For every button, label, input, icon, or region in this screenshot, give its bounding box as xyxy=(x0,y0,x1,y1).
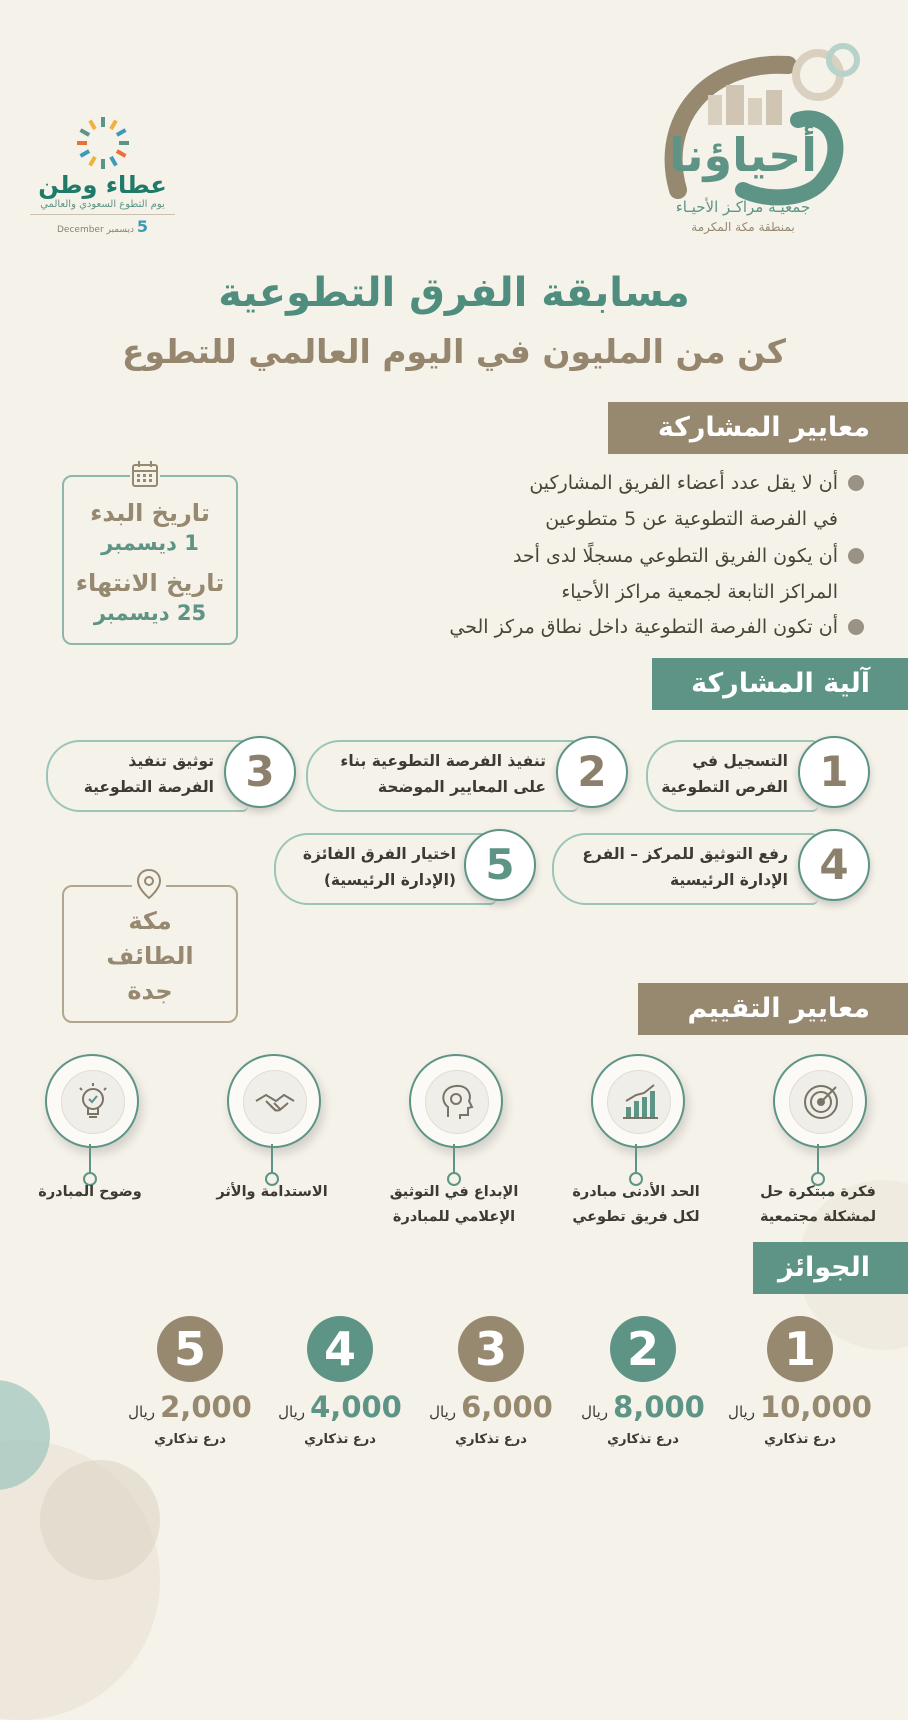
ata-watan-day: 5 xyxy=(136,217,148,236)
prize-1-currency: ريال xyxy=(728,1403,755,1421)
step-3-line-2: الفرصة التطوعية xyxy=(83,778,214,796)
prize-4-value: 4,000 xyxy=(310,1390,402,1424)
handshake-icon xyxy=(244,1071,306,1133)
evaluation-item-1-line-1: فكرة مبتكرة حل xyxy=(760,1184,876,1200)
evaluation-item-3-line-2: الإعلامي للمبادرة xyxy=(392,1209,516,1225)
ata-watan-logo xyxy=(30,115,175,245)
prize-3-certificate: درع تذكاري xyxy=(455,1432,527,1447)
location-pin-icon xyxy=(132,867,166,901)
prize-5-amount xyxy=(115,1390,265,1424)
ahyauna-emblem-icon xyxy=(648,40,868,210)
evaluation-item-3-text xyxy=(379,1180,529,1230)
step-5-line-1: اختيار الفرق الفائزة xyxy=(302,845,456,863)
step-3-line-1: توثيق تنفيذ xyxy=(128,752,214,770)
page-subtitle: كن من المليون في اليوم العالمي للتطوع xyxy=(122,332,786,371)
step-4-line-2: الإدارة الرئيسية xyxy=(669,871,788,889)
step-1-line-1: التسجيل في xyxy=(692,752,788,770)
evaluation-item-5-circle xyxy=(45,1054,139,1148)
prize-4-rank: 4 xyxy=(307,1316,373,1382)
step-2-line-1: تنفيذ الفرصة التطوعية بناء xyxy=(340,752,546,770)
calendar-icon xyxy=(130,459,160,489)
criteria-line-2: في الفرصة التطوعية عن 5 متطوعين xyxy=(545,508,838,530)
prize-2-value: 8,000 xyxy=(613,1390,705,1424)
evaluation-item-1-circle xyxy=(773,1054,867,1148)
step-4-number: 4 xyxy=(798,829,870,901)
ahyauna-logo-region: بمنطقة مكة المكرمة xyxy=(691,220,795,234)
step-5-line-2: (الإدارة الرئيسية) xyxy=(323,871,456,889)
prizes-heading: الجوائز xyxy=(753,1242,908,1294)
prize-5-certificate: درع تذكاري xyxy=(154,1432,226,1447)
prize-1-rank: 1 xyxy=(767,1316,833,1382)
evaluation-item-2-line-2: لكل فريق تطوعي xyxy=(572,1209,700,1225)
sunburst-icon xyxy=(73,115,133,171)
criteria-line-1: أن لا يقل عدد أعضاء الفريق المشاركين xyxy=(529,472,838,494)
bullet-dot xyxy=(848,548,864,564)
mechanism-heading: آلية المشاركة xyxy=(652,658,908,710)
evaluation-item-5-text xyxy=(15,1180,165,1205)
growth-chart-icon xyxy=(608,1071,670,1133)
page-title: مسابقة الفرق التطوعية xyxy=(218,270,690,316)
dates-box xyxy=(62,475,238,645)
step-3-number: 3 xyxy=(224,736,296,808)
evaluation-item-2-line-1: الحد الأدنى مبادرة xyxy=(572,1184,700,1200)
criteria-line-4: المراكز التابعة لجمعية مراكز الأحياء xyxy=(561,581,838,603)
ata-watan-tagline: يوم التطوع السعودي والعالمي xyxy=(40,199,165,210)
lightbulb-icon xyxy=(62,1071,124,1133)
ahyauna-logo xyxy=(648,40,868,250)
decorative-shape xyxy=(40,1460,160,1580)
evaluation-item-3-line-1: الإبداع في التوثيق xyxy=(389,1184,519,1200)
prize-3-amount xyxy=(416,1390,566,1424)
end-date-value: 25 ديسمبر xyxy=(93,601,207,625)
prize-3-value: 6,000 xyxy=(461,1390,553,1424)
step-2-line-2: على المعايير الموضحة xyxy=(377,778,546,796)
prize-4-amount xyxy=(265,1390,415,1424)
evaluation-item-3-circle xyxy=(409,1054,503,1148)
evaluation-item-1-text xyxy=(743,1180,893,1230)
city-taif: الطائف xyxy=(106,942,194,970)
prize-1-amount xyxy=(725,1390,875,1424)
step-1-number: 1 xyxy=(798,736,870,808)
ahyauna-logo-name: أحياؤنا xyxy=(668,128,818,182)
ata-watan-month-en: December xyxy=(57,225,104,235)
criteria-line-5: أن تكون الفرصة التطوعية داخل نطاق مركز الحي xyxy=(449,616,838,638)
step-5-number: 5 xyxy=(464,829,536,901)
prize-2-rank: 2 xyxy=(610,1316,676,1382)
prize-2-currency: ريال xyxy=(581,1403,609,1421)
bullet-dot xyxy=(848,619,864,635)
city-jeddah: جدة xyxy=(127,977,173,1005)
creative-mind-icon xyxy=(426,1071,488,1133)
evaluation-item-5-line-1: وضوح المبادرة xyxy=(38,1184,142,1200)
prize-4-certificate: درع تذكاري xyxy=(304,1432,376,1447)
prize-3-currency: ريال xyxy=(429,1403,457,1421)
evaluation-item-2-circle xyxy=(591,1054,685,1148)
bullet-dot xyxy=(848,475,864,491)
ata-watan-month-ar: ديسمبر xyxy=(106,225,134,235)
ahyauna-logo-org: جمعيـة مراكـز الأحيـاء xyxy=(675,198,811,216)
prize-5-rank: 5 xyxy=(157,1316,223,1382)
start-date-label: تاريخ البدء xyxy=(90,499,210,527)
prize-5-currency: ريال xyxy=(128,1403,156,1421)
evaluation-item-4-line-1: الاستدامة والأثر xyxy=(216,1184,328,1200)
city-makkah: مكة xyxy=(128,907,172,935)
evaluation-item-2-text xyxy=(561,1180,711,1230)
evaluation-item-4-text xyxy=(197,1180,347,1205)
participation-criteria-heading: معايير المشاركة xyxy=(608,402,908,454)
end-date-label: تاريخ الانتهاء xyxy=(75,569,225,597)
evaluation-heading: معايير التقييم xyxy=(638,983,908,1035)
criteria-line-3: أن يكون الفريق التطوعي مسجلًا لدى أحد xyxy=(512,545,838,567)
ata-watan-date xyxy=(30,214,175,236)
evaluation-item-1-line-2: لمشكلة مجتمعية xyxy=(759,1209,877,1225)
prize-2-certificate: درع تذكاري xyxy=(607,1432,679,1447)
prize-1-certificate: درع تذكاري xyxy=(764,1432,836,1447)
target-icon xyxy=(790,1071,852,1133)
step-2-number: 2 xyxy=(556,736,628,808)
prize-1-value: 10,000 xyxy=(760,1390,872,1424)
step-4-line-1: رفع التوثيق للمركز – الفرع xyxy=(582,845,788,863)
prize-2-amount xyxy=(568,1390,718,1424)
prize-4-currency: ريال xyxy=(278,1403,306,1421)
step-1-line-2: الفرص التطوعية xyxy=(661,778,788,796)
prize-5-value: 2,000 xyxy=(160,1390,252,1424)
prize-3-rank: 3 xyxy=(458,1316,524,1382)
evaluation-item-4-circle xyxy=(227,1054,321,1148)
cities-box xyxy=(62,885,238,1023)
ata-watan-name: عطاء وطن xyxy=(38,171,167,199)
start-date-value: 1 ديسمبر xyxy=(101,531,199,555)
